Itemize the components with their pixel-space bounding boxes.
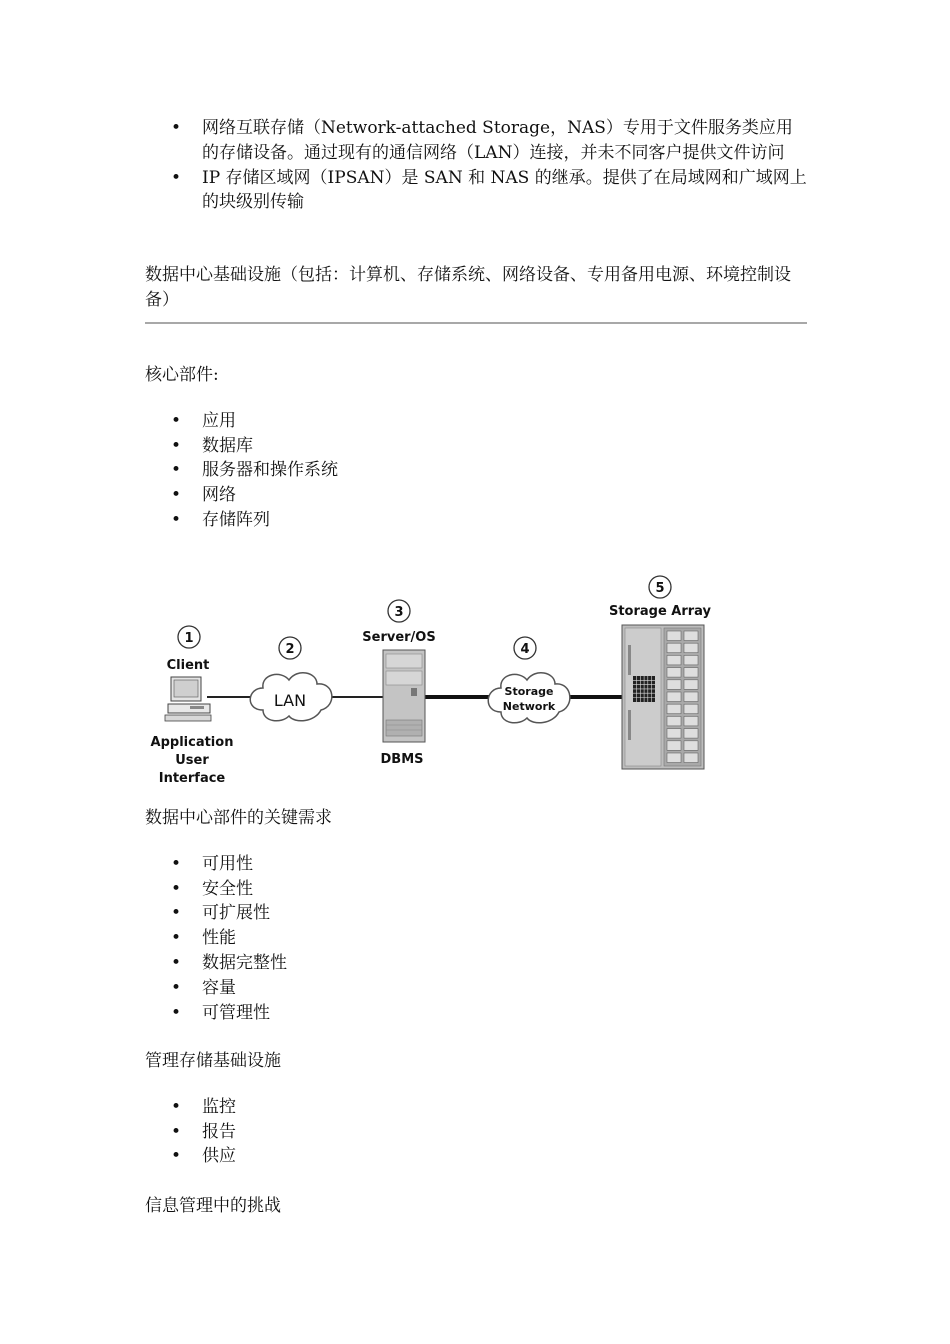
list-item: • 容量 — [145, 976, 807, 1001]
node-label: Storage Array — [608, 604, 712, 619]
disk-slot — [684, 655, 698, 665]
disk-slot — [684, 753, 698, 763]
disk-slot — [684, 729, 698, 739]
lan-node — [250, 637, 332, 721]
client-node — [151, 626, 234, 786]
client-caption-line: Interface — [158, 771, 226, 786]
infrastructure-paragraph: 数据中心基础设施（包括：计算机、存储系统、网络设备、专用备用电源、环境控制设备） — [145, 265, 791, 310]
disk-slot — [684, 643, 698, 653]
storage-array-icon — [622, 625, 704, 769]
list-item: • 存储阵列 — [145, 508, 807, 533]
key-requirements-list — [145, 852, 807, 1026]
server-node — [362, 600, 435, 767]
disk-slot — [667, 655, 681, 665]
disk-slot — [667, 704, 681, 714]
list-item: • 监控 — [145, 1095, 807, 1120]
disk-slot — [684, 704, 698, 714]
list-item: • 数据库 — [145, 434, 807, 459]
storage-network-node — [488, 637, 570, 723]
node-label: LAN — [273, 691, 307, 710]
manage-infrastructure-heading: 管理存储基础设施 — [145, 1051, 281, 1071]
list-item: • 报告 — [145, 1120, 807, 1145]
node-number: 4 — [520, 642, 530, 657]
key-requirements-section — [145, 806, 807, 1025]
list-item: • 供应 — [145, 1144, 807, 1169]
node-label: Server/OS — [362, 630, 436, 645]
manage-infrastructure-list — [145, 1095, 807, 1169]
disk-slot — [667, 631, 681, 641]
core-components-heading: 核心部件: — [145, 365, 219, 385]
challenges-section — [145, 1194, 807, 1219]
storage-types-list — [145, 116, 807, 215]
disk-slot — [667, 729, 681, 739]
disk-slot — [667, 680, 681, 690]
list-item: • 网络互联存储（Network-attached Storage，NAS）专用于文件服务类应用的存储设备。通过现有的通信网络（LAN）连接，并未不同客户提供文件访问 — [145, 116, 807, 166]
disk-slot — [684, 631, 698, 641]
storage-array-node — [609, 576, 712, 769]
challenges-heading: 信息管理中的挑战 — [145, 1196, 281, 1216]
core-components-list — [145, 409, 807, 533]
server-icon — [383, 650, 425, 742]
list-item: • 可用性 — [145, 852, 807, 877]
disk-slot — [667, 643, 681, 653]
computer-icon — [165, 677, 211, 721]
node-number: 1 — [184, 631, 194, 646]
storage-types-section — [145, 116, 807, 215]
disk-slot — [684, 680, 698, 690]
core-components-section — [145, 363, 807, 533]
node-number: 5 — [655, 581, 665, 596]
node-number: 2 — [285, 642, 295, 657]
list-item: • 服务器和操作系统 — [145, 458, 807, 483]
disk-slot — [667, 716, 681, 726]
list-item: • 性能 — [145, 926, 807, 951]
node-label-line: Storage — [504, 685, 554, 698]
list-item: • 应用 — [145, 409, 807, 434]
infrastructure-section — [145, 263, 807, 313]
list-item: • 可管理性 — [145, 1001, 807, 1026]
horizontal-divider — [145, 322, 807, 324]
disk-slot — [684, 716, 698, 726]
node-number: 3 — [394, 605, 404, 620]
client-caption-line: User — [175, 753, 209, 768]
disk-slot — [667, 692, 681, 702]
list-item: • 数据完整性 — [145, 951, 807, 976]
disk-slot — [684, 668, 698, 678]
list-item: • IP 存储区域网（IPSAN）是 SAN 和 NAS 的继承。提供了在局域网和广域网上的块级别传输 — [145, 166, 807, 216]
list-item: • 安全性 — [145, 877, 807, 902]
node-label-line: Network — [502, 700, 556, 713]
list-item: • 可扩展性 — [145, 901, 807, 926]
client-caption-line: Application — [150, 735, 234, 750]
data-center-diagram — [145, 570, 725, 790]
server-caption: DBMS — [380, 752, 424, 767]
key-requirements-heading: 数据中心部件的关键需求 — [145, 808, 332, 828]
list-item: • 网络 — [145, 483, 807, 508]
disk-slot — [667, 668, 681, 678]
disk-slot — [684, 692, 698, 702]
disk-slot — [684, 741, 698, 751]
manage-infrastructure-section — [145, 1049, 807, 1169]
disk-slot — [667, 753, 681, 763]
disk-slot — [667, 741, 681, 751]
node-label: Client — [166, 658, 210, 673]
